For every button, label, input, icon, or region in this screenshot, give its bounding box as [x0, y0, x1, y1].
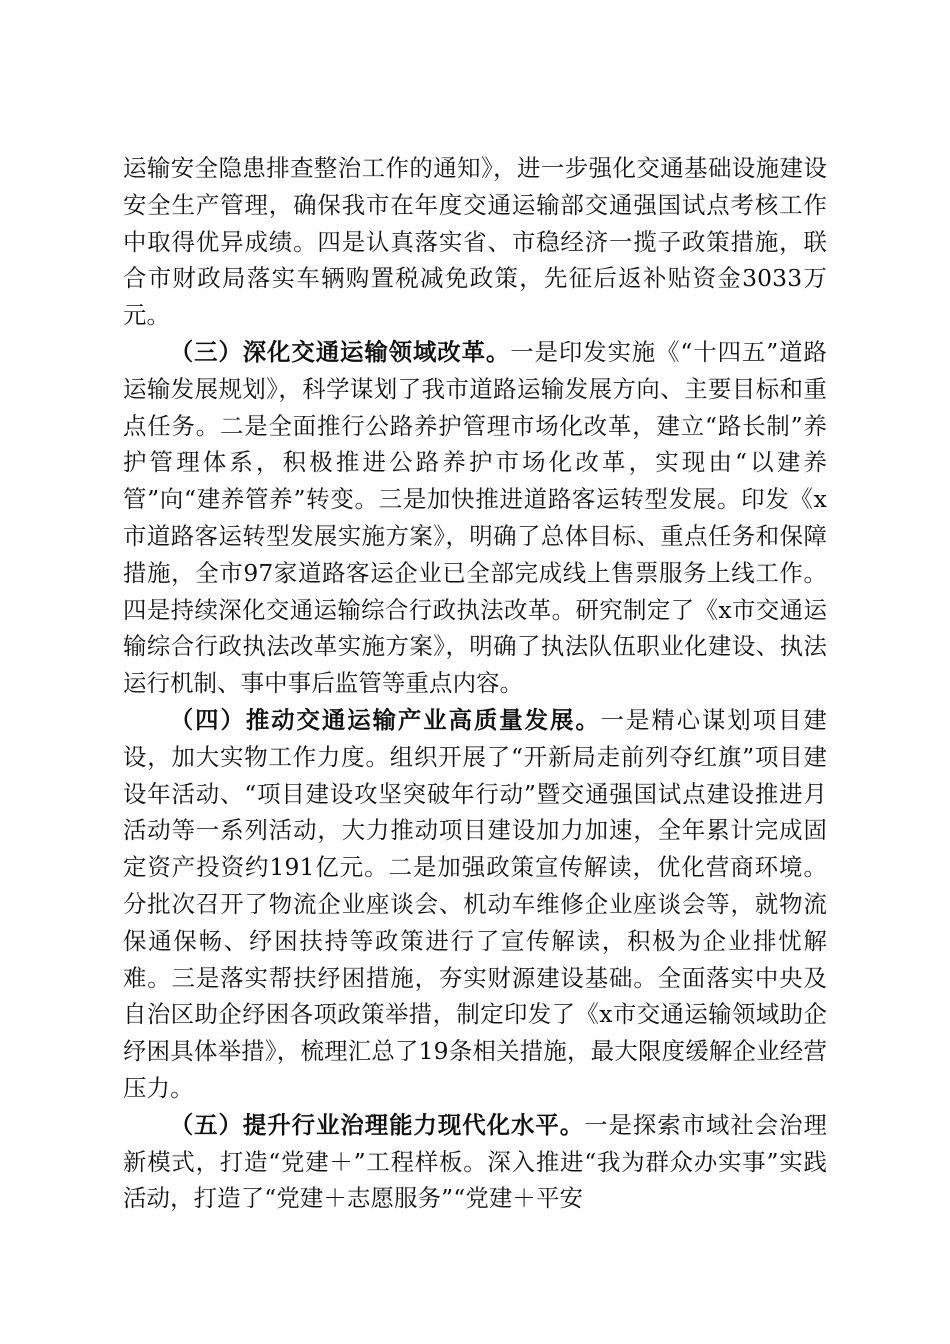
section-heading: （五）提升行业治理能力现代化水平。: [169, 1110, 585, 1139]
section-heading: （三）深化交通运输领域改革。: [169, 337, 511, 366]
paragraph-body: 一是探索市域社会治理新模式，打造“党建＋”工程样板。深入推进“我为群众办实事”实践活动，打造了“党建＋志愿服务”“党建＋平安: [123, 1110, 827, 1213]
paragraph-body: 运输安全隐患排查整治工作的通知》，进一步强化交通基础设施建设安全生产管理，确保我市在年度交通运输部交通强国试点考核工作中取得优异成绩。四是认真落实省、市稳经济一揽子政策措施，联合市财政局落实车辆购置税减免政策，先征后返补贴资金3033万元。: [123, 154, 827, 330]
paragraph-body: 一是精心谋划项目建设，加大实物工作力度。组织开展了“开新局走前列夺红旗”项目建设年活动、“项目建设攻坚突破年行动”暨交通强国试点建设推进月活动等一系列活动，大力推动项目建设加力加速，全年累计完成固定资产投资约191亿元。二是加强政策宣传解读，优化营商环境。分批次召开了物流企业座谈会、机动车维修企业座谈会等，就物流保通保畅、纾困扶持等政策进行了宣传解读，积极为企业排忧解难。三是落实帮扶纾困措施，夯实财源建设基础。全面落实中央及自治区助企纾困各项政策举措，制定印发了《x市交通运输领域助企纾困具体举措》，梳理汇总了19条相关措施，最大限度缓解企业经营压力。: [123, 705, 827, 1102]
section-heading: （四）推动交通运输产业高质量发展。: [169, 705, 601, 734]
paragraph-section-4: [123, 702, 827, 1107]
paragraph-body: 一是印发实施《“十四五”道路运输发展规划》，科学谋划了我市道路运输发展方向、主要目标和重点任务。二是全面推行公路养护管理市场化改革，建立“路长制”养护管理体系，积极推进公路养护市场化改革，实现由“以建养管”向“建养管养”转变。三是加快推进道路客运转型发展。印发《x市道路客运转型发展实施方案》，明确了总体目标、重点任务和保障措施，全市97家道路客运企业已全部完成线上售票服务上线工作。四是持续深化交通运输综合行政执法改革。研究制定了《x市交通运输综合行政执法改革实施方案》，明确了执法队伍职业化建设、执法运行机制、事中事后监管等重点内容。: [123, 337, 827, 698]
paragraph-continuation: [123, 150, 827, 334]
paragraph-section-3: [123, 334, 827, 702]
document-body: [123, 150, 827, 1217]
paragraph-section-5: [123, 1107, 827, 1217]
